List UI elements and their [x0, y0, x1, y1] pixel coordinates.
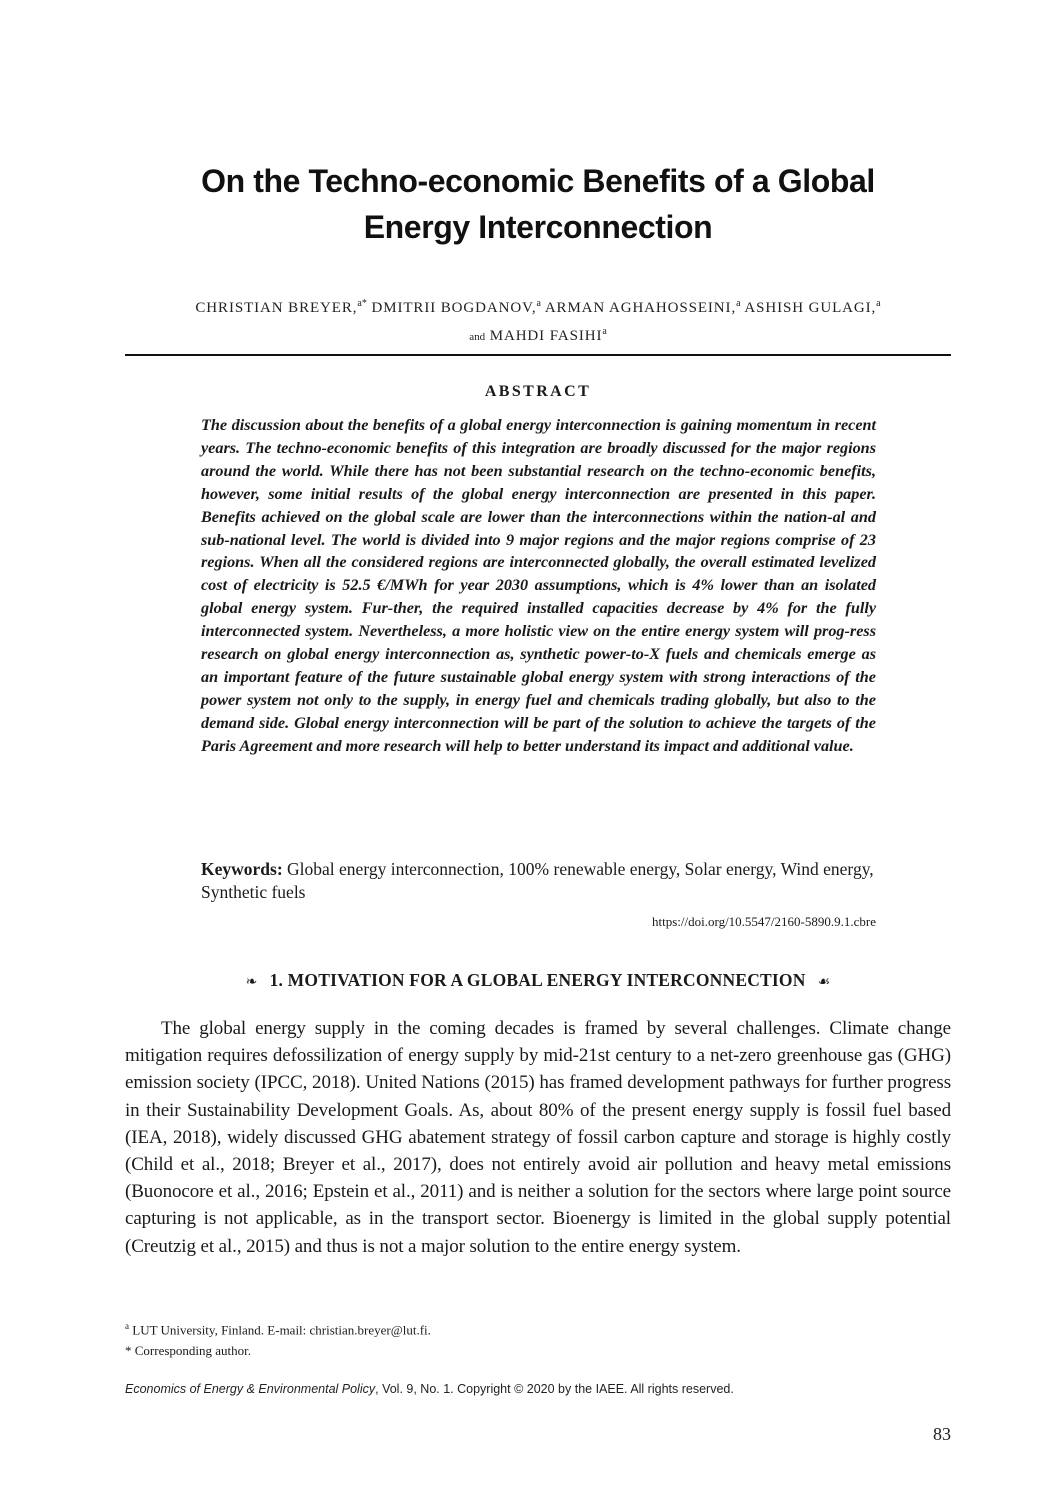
author-name: DMITRII BOGDANOV,	[371, 300, 537, 316]
footnote-corresponding	[125, 1340, 951, 1361]
keywords-label: Keywords:	[201, 859, 283, 879]
header-divider	[125, 354, 951, 356]
footnote-affiliation-text: LUT University, Finland. E-mail: christian.breyer@lut.fi.	[132, 1322, 431, 1338]
author-conjunction: and	[469, 331, 486, 343]
doi-link[interactable]: https://doi.org/10.5547/2160-5890.9.1.cbre	[652, 914, 876, 929]
body-paragraph: The global energy supply in the coming decades is framed by several challenges. Climate change mitigation requires defossilization of energy supply by mid-21st century to a net-zero greenhouse gas (GHG) emission society (IPCC, 2018). United Nations (2015) has framed development pathways for further progress in their Sustainability Development Goals. As, about 80% of the present energy supply is fossil fuel based (IEA, 2018), widely discussed GHG abatement strategy of fossil carbon capture and storage is highly costly (Child et al., 2018; Breyer et al., 2017), does not entirely avoid air pollution and heavy metal emissions (Buonocore et al., 2016; Epstein et al., 2011) and is neither a solution for the sectors where large point source capturing is not applicable, as in the transport sector. Bioenergy is limited in the global supply potential (Creutzig et al., 2015) and thus is not a major solution to the entire energy system.	[125, 1018, 951, 1257]
author-list	[125, 292, 951, 349]
author-affiliation-marker: a	[876, 298, 881, 309]
author-name: ASHISH GULAGI,	[744, 300, 877, 316]
abstract-text: The discussion about the benefits of a global energy interconnection is gaining momentum in recent years. The techno-economic benefits of this integration are broadly discussed for the major regions around the world. While there has not been substantial research on the techno-economic benefits, however, some initial results of the global energy interconnection are presented in this paper. Benefits achieved on the global scale are lower than the interconnections within the nation-al and sub-national level. The world is divided into 9 major regions and the major regions comprise of 23 regions. When all the considered regions are interconnected globally, the overall estimated levelized cost of electricity is 52.5 €/MWh for year 2030 assumptions, which is 4% lower than an isolated global energy system. Fur-ther, the required installed capacities decrease by 4% for the fully interconnected system. Nevertheless, a more holistic view on the entire energy system will prog-ress research on global energy interconnection as, synthetic power-to-X fuels and chemicals emerge as an important feature of the future sustainable global energy system with strong interactions of the power system not only to the supply, in energy fuel and chemicals trading globally, but also to the demand side. Global energy interconnection will be part of the solution to achieve the targets of the Paris Agreement and more research will help to better understand its impact and additional value.	[201, 416, 876, 755]
journal-citation	[125, 1382, 951, 1396]
abstract-heading: ABSTRACT	[484, 383, 592, 400]
title-line-1: On the Techno-economic Benefits of a Global	[201, 163, 875, 199]
section-heading-text: 1. MOTIVATION FOR A GLOBAL ENERGY INTERCONNECTION	[269, 970, 806, 990]
journal-details: , Vol. 9, No. 1. Copyright © 2020 by the IAEE. All rights reserved.	[375, 1382, 734, 1396]
ornament-right-icon: ☙	[817, 975, 831, 990]
footnote-affiliation	[125, 1316, 951, 1340]
author-name: MAHDI FASIHI	[489, 328, 603, 344]
title-line-2: Energy Interconnection	[363, 209, 713, 245]
author-line-1	[125, 292, 951, 320]
author-affiliation-marker: a*	[357, 298, 367, 309]
author-affiliation-marker: a	[536, 298, 541, 309]
journal-name: Economics of Energy & Environmental Policy	[125, 1382, 376, 1396]
keywords	[201, 858, 876, 904]
footnote-marker: a	[125, 1321, 129, 1331]
author-name: CHRISTIAN BREYER,	[195, 300, 358, 316]
page-number: 83	[933, 1424, 951, 1444]
section-heading	[125, 970, 951, 991]
author-name: ARMAN AGHAHOSSEINI,	[544, 300, 737, 316]
paper-title	[125, 158, 951, 250]
ornament-left-icon: ❧	[245, 975, 258, 990]
author-affiliation-marker: a	[602, 326, 607, 337]
footnote-marker: *	[125, 1343, 132, 1359]
author-affiliation-marker: a	[736, 298, 741, 309]
keywords-list: Global energy interconnection, 100% renewable energy, Solar energy, Wind energy, Synthetic fuels	[201, 859, 874, 902]
footnotes	[125, 1316, 951, 1361]
author-line-2	[125, 320, 951, 349]
footnote-corresponding-text: Corresponding author.	[134, 1343, 252, 1359]
